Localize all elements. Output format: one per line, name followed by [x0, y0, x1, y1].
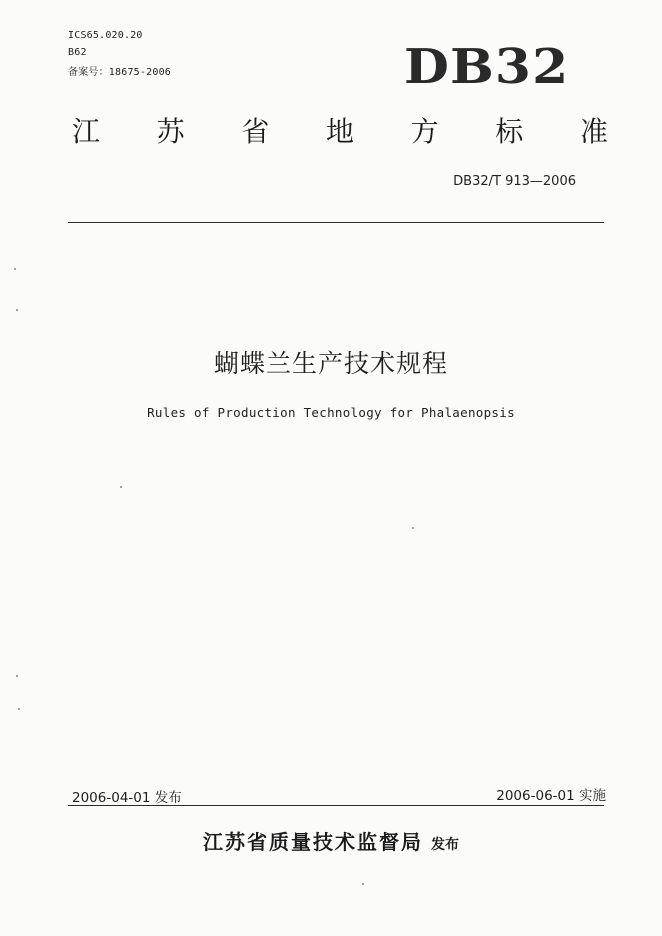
scan-speck — [16, 309, 18, 311]
db32-logo: DB32 — [404, 39, 570, 95]
ics-code: ICS65.020.20 — [68, 30, 143, 41]
standard-type-char: 地 — [325, 115, 354, 148]
standard-type-char: 准 — [579, 115, 608, 148]
header-divider — [68, 222, 604, 223]
scan-speck — [120, 486, 122, 488]
standard-type-char: 苏 — [156, 115, 185, 148]
record-number: 备案号：18675-2006 — [68, 67, 172, 78]
publisher-line — [0, 826, 662, 855]
issue-date: 2006-04-01 发布 — [72, 790, 182, 806]
scan-speck — [14, 268, 16, 270]
footer-divider — [68, 805, 604, 806]
scan-speck — [16, 675, 18, 677]
standard-type-char: 省 — [241, 115, 270, 148]
title-chinese: 蝴蝶兰生产技术规程 — [213, 349, 448, 378]
publisher-suffix: 发布 — [431, 837, 459, 853]
standard-type-char: 江 — [72, 115, 101, 148]
standard-type-char: 方 — [410, 115, 439, 148]
standard-type-char: 标 — [495, 115, 524, 148]
publisher-name: 江苏省质量技术监督局 — [203, 830, 423, 854]
ccs-code: B62 — [68, 47, 87, 58]
title-english: Rules of Production Technology for Phalaenopsis — [147, 405, 515, 420]
implement-date: 2006-06-01 实施 — [496, 788, 606, 804]
standard-type-heading — [72, 112, 608, 152]
scan-speck — [362, 883, 364, 885]
standard-number: DB32/T 913—2006 — [453, 174, 576, 189]
scan-speck — [412, 527, 414, 529]
scan-speck — [18, 708, 20, 710]
